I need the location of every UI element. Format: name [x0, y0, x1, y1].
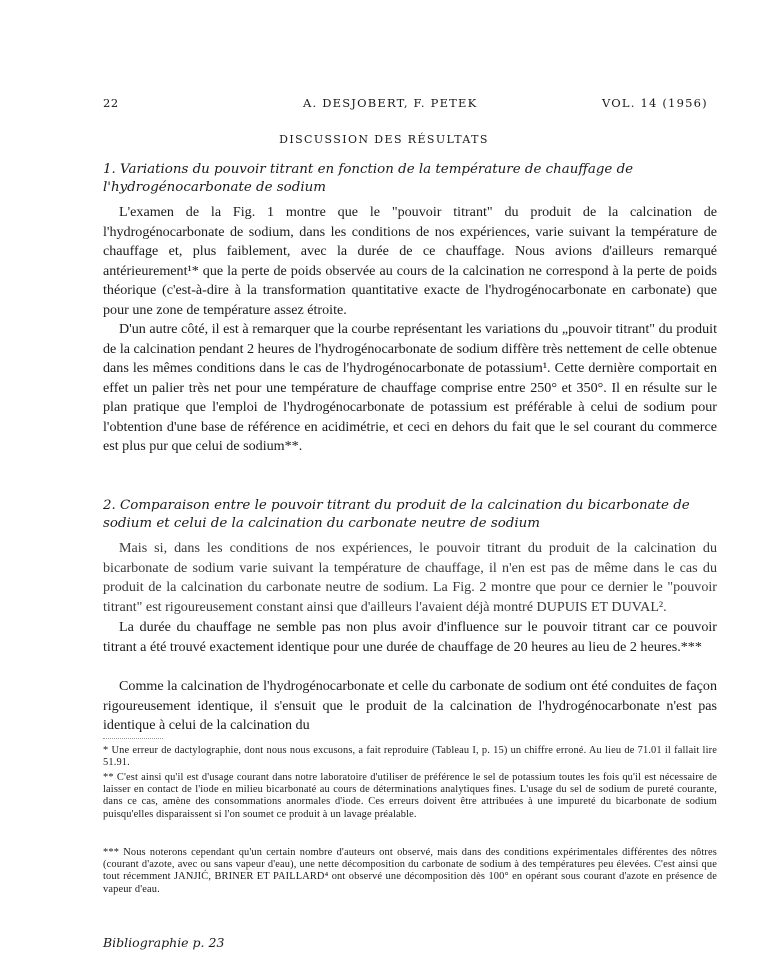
bibliography-reference: Bibliographie p. 23	[103, 935, 225, 950]
footnote-3: *** Nous noterons cependant qu'un certain nombre d'auteurs ont observé, mais dans des conditions expérimentales différentes des nôtres (courant d'azote, avec ou sans vapeur d'eau), une nette décomposition du carbonate de sodium à des températures peu élevées. C'est ainsi que tout récemment JANJIĆ, BRINER ET PAILLARD⁴ ont observé une décomposition dès 100° en opérant sous courant d'azote en présence de vapeur d'eau.	[103, 847, 717, 895]
footnote-separator	[103, 738, 163, 739]
subsection-heading-1: 1. Variations du pouvoir titrant en fonction de la température de chauffage de l'hydrogénocarbonate de sodium	[103, 162, 634, 195]
footnote-2: ** C'est ainsi qu'il est d'usage courant dans notre laboratoire d'utiliser de préférence le sel de potassium toutes les fois qu'il est nécessaire de laisser en contact de l'iode en milieu bicarbonaté au cours de déterminations analytiques fines. L'usage du sel de sodium de pureté courante, dans ce cas, amène des consommations anormales d'iode. Ces erreurs doivent être attribuées à une impureté du bicarbonate de sodium puisqu'elles disparaissent si l'on soumet ce produit à un lavage préalable.	[103, 772, 717, 820]
running-head-volume: VOL. 14 (1956)	[602, 96, 708, 110]
paragraph-2-3: Comme la calcination de l'hydrogénocarbonate et celle du carbonate de sodium ont été conduites de façon rigoureusement identique, il s'ensuit que le produit de la calcination de l'hydrogénocarbonate n'est pas identique à celui de la calcination du	[103, 678, 717, 733]
paragraph-2-2: La durée du chauffage ne semble pas non plus avoir d'influence sur le pouvoir titrant car ce pouvoir titrant a été trouvé exactement identique pour une durée de chauffage de 20 heures au lieu de 2 heures.***	[103, 619, 717, 655]
page-number: 22	[103, 96, 119, 110]
footnote-1: * Une erreur de dactylographie, dont nous nous excusons, a fait reproduire (Tableau I, p. 15) un chiffre erroné. Au lieu de 71.01 il fallait lire 51.91.	[103, 745, 717, 769]
section-title: DISCUSSION DES RÉSULTATS	[279, 133, 489, 146]
paragraph-1-2: D'un autre côté, il est à remarquer que la courbe représentant les variations du „pouvoir titrant" du produit de la calcination pendant 2 heures de l'hydrogénocarbonate de sodium diffère très nettement de celle obtenue dans les mêmes conditions dans le cas de l'hydrogénocarbonate de potassium¹. Cette dernière comportait en effet un palier très net pour une température de chauffage comprise entre 250° et 350°. Il en résulte sur le plan pratique que l'emploi de l'hydrogénocarbonate de potassium est préférable à celui de sodium pour l'obtention d'une base de référence en acidimétrie, et ceci en dehors du fait que le sel courant du commerce est plus pur que celui de sodium**.	[103, 321, 717, 454]
paragraph-2-1: Mais si, dans les conditions de nos expériences, le pouvoir titrant du produit de la calcination du bicarbonate de sodium varie suivant la température de chauffage, il n'en est pas de même dans le cas du produit de la calcination du carbonate neutre de sodium. La Fig. 2 montre que pour ce dernier le "pouvoir titrant" est rigoureusement constant ainsi que d'ailleurs l'avaient déjà montré DUPUIS ET DUVAL².	[103, 540, 717, 615]
subsection-heading-2: 2. Comparaison entre le pouvoir titrant du produit de la calcination du bicarbonate de sodium et celui de la calcination du carbonate neutre de sodium	[103, 498, 690, 531]
running-head-authors: A. DESJOBERT, F. PETEK	[303, 96, 478, 110]
paragraph-1-1: L'examen de la Fig. 1 montre que le "pouvoir titrant" du produit de la calcination de l'hydrogénocarbonate de sodium, dans les conditions de nos expériences, varie suivant la température de chauffage et, plus faiblement, avec la durée de ce chauffage. Nous avions d'ailleurs remarqué antérieurement¹* que la perte de poids observée au cours de la calcination ne correspond à la perte de poids théorique (c'est-à-dire à la transformation quantitative exacte de l'hydrogénocarbonate en carbonate) que pour une zone de température assez étroite.	[103, 204, 717, 318]
